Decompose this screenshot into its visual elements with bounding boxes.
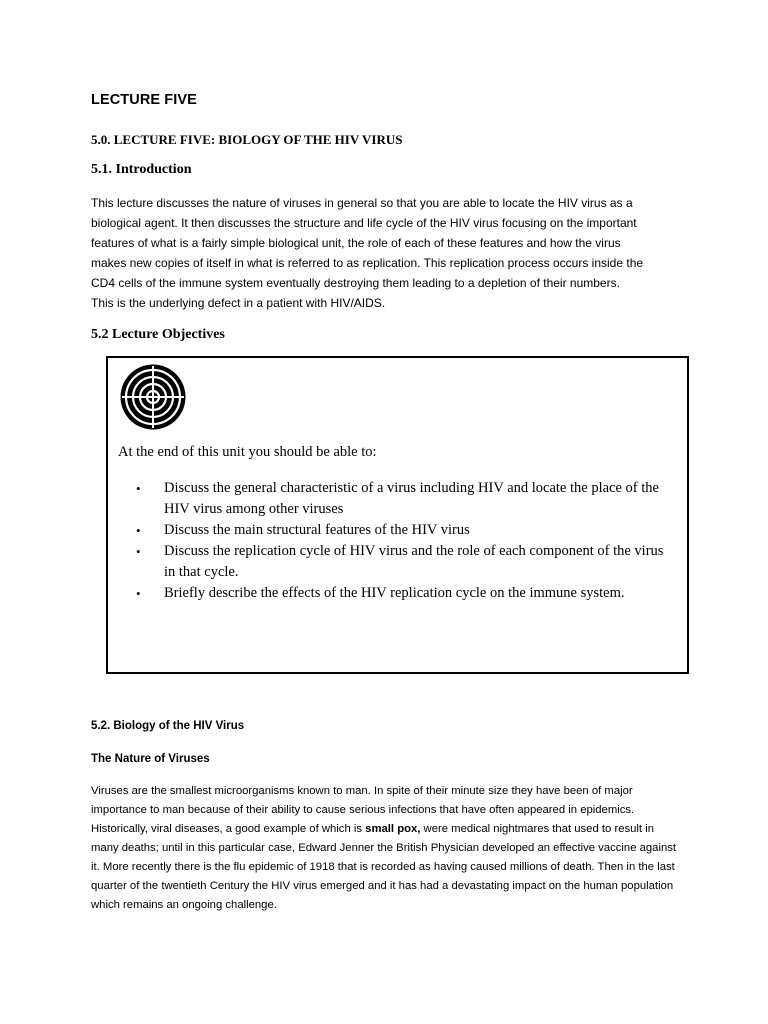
target-icon — [120, 364, 186, 430]
paragraph-line: importance to man because of their ability to cause serious infections that have often appeared in epidemics. — [91, 804, 635, 816]
objectives-box — [106, 356, 689, 674]
introduction-paragraph — [91, 193, 691, 313]
objective-text: in that cycle. — [164, 564, 239, 580]
objective-item — [136, 541, 696, 583]
introduction-heading: 5.1. Introduction — [91, 162, 192, 177]
intro-line: makes new copies of itself in what is referred to as replication. This replication process occurs inside the — [91, 256, 644, 270]
paragraph-line — [91, 820, 691, 839]
viruses-paragraph — [91, 782, 691, 915]
objective-text: • Discuss the replication cycle of HIV virus and the role of each component of the virus — [164, 543, 664, 559]
nature-of-viruses-heading: The Nature of Viruses — [91, 753, 210, 765]
objective-text: • Discuss the main structural features of the HIV virus — [164, 522, 470, 538]
objective-text: • Discuss the general characteristic of a virus including HIV and locate the place of the — [164, 480, 659, 496]
objectives-heading: 5.2 Lecture Objectives — [91, 327, 225, 342]
intro-line: This is the underlying defect in a patient with HIV/AIDS. — [91, 296, 386, 310]
objectives-intro: At the end of this unit you should be able to: — [118, 444, 377, 460]
objectives-list — [136, 478, 696, 604]
intro-line: This lecture discusses the nature of viruses in general so that you are able to locate the HIV virus as a — [91, 196, 633, 210]
intro-line: features of what is a fairly simple biological unit, the role of each of these features and how the virus — [91, 236, 621, 250]
paragraph-line: quarter of the twentieth Century the HIV virus emerged and it has had a devastating impact on the human population — [91, 880, 674, 892]
intro-line: biological agent. It then discusses the structure and life cycle of the HIV virus focusing on the important — [91, 216, 637, 230]
lecture-heading: LECTURE FIVE — [91, 92, 197, 108]
objective-item — [136, 520, 696, 541]
section-title: 5.0. LECTURE FIVE: BIOLOGY OF THE HIV VIRUS — [91, 132, 403, 147]
paragraph-line: which remains an ongoing challenge. — [91, 899, 277, 911]
text-run: were medical nightmares that used to result in — [420, 823, 655, 835]
objective-item — [136, 583, 696, 604]
objective-text: • Briefly describe the effects of the HIV replication cycle on the immune system. — [164, 585, 625, 601]
small-pox-emphasis: small pox, — [365, 823, 421, 835]
text-run: Historically, viral diseases, a good example of which is — [91, 823, 366, 835]
objective-item — [136, 478, 696, 520]
intro-line: CD4 cells of the immune system eventually destroying them leading to a depletion of their numbers. — [91, 276, 620, 290]
paragraph-line: it. More recently there is the flu epidemic of 1918 that is recorded as having caused millions of death. Then in the last — [91, 861, 675, 873]
paragraph-line: many deaths; until in this particular case, Edward Jenner the British Physician developed an effective vaccine against — [91, 842, 677, 854]
objective-text: HIV virus among other viruses — [164, 501, 344, 517]
biology-heading: 5.2. Biology of the HIV Virus — [91, 720, 245, 732]
paragraph-line: Viruses are the smallest microorganisms known to man. In spite of their minute size they have been of major — [91, 785, 633, 797]
